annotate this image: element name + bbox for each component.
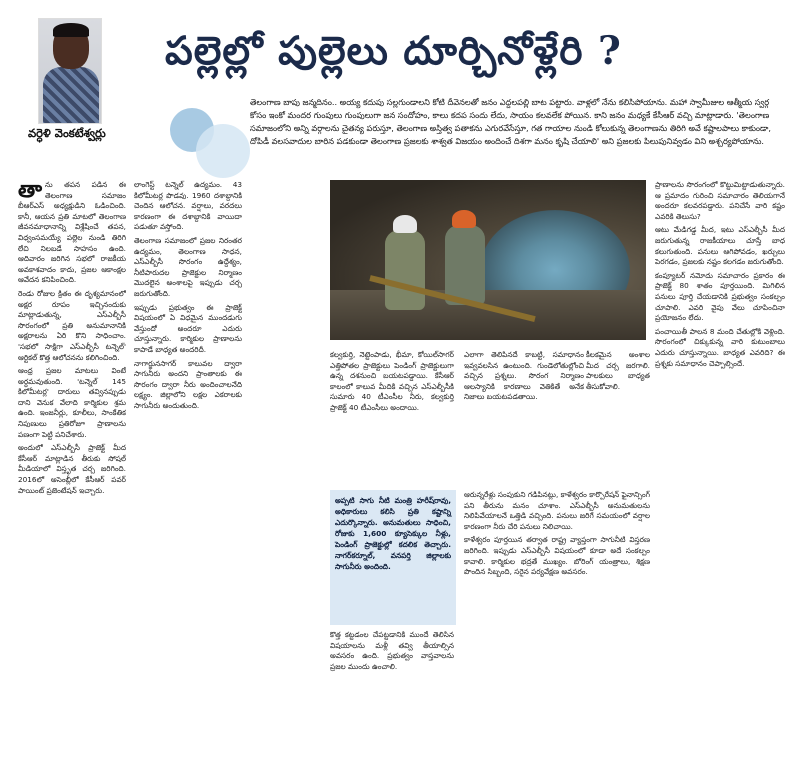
- paragraph: కల్వకుర్తి, నెట్టెంపాడు, భీమా, కోయిల్‌సాగర్ ఎత్తిపోతల ప్రాజెక్టులు పెండింగ్ ప్రాజెక్టులుగా ఉన్న దశనుంచి బయటపడ్డాయి. కేసీఆర్ కాలంలో కాలువ మీదికి వచ్చిన ఎస్ఎల్బీసీకి సుమారు 40 టీఎంసీల నీరు, కల్వకుర్తి ప్రాజెక్ట్ 40 టీఎంసీలు అందాయి.: [330, 350, 454, 412]
- article-column-4: [464, 350, 584, 485]
- paragraph: కాళేశ్వరం పూర్తయిన తర్వాత రాష్ట్ర వ్యాప్తంగా సాగునీటి విస్తరణ జరిగింది. ఇప్పుడు ఎస్ఎల్బీసీ విషయంలో కూడా అదే సంకల్పం కావాలి. కార్మికుల భద్రతే ముఖ్యం. బోరింగ్ యంత్రాలు, శిక్షణ పొందిన సిబ్బంది, సరైన పర్యవేక్షణ అవసరం.: [464, 535, 650, 577]
- white-helmet-icon: [393, 215, 417, 233]
- decorative-circle-icon: [196, 124, 250, 178]
- worker-figure: [445, 225, 485, 305]
- article-column-8: [655, 180, 785, 765]
- article-column-7: [464, 490, 650, 770]
- paragraph: లాంగెస్ట్ టన్నెల్ ఉద్యమం. 43 కిలోమీటర్ల పొడవు. 1960 దశాబ్దానికి చెందిన ఆలోచన. వర్షాలు, వరదలు కారణంగా ఈ దశాబ్దానికి వాయిదా పడుతూ వస్తోంది.: [134, 180, 242, 232]
- author-byline: వర్ధెళి వెంకటేశ్వర్లు: [28, 126, 106, 140]
- paragraph: రెండు రోజుల క్రితం ఈ దృశ్యమానంలో అక్షర రూపం ఇచ్చినందుకు మాట్లాడుతున్న, ఎస్ఎల్బీసీ సొరంగంలో ప్రతి అనుమానానికి అక్షరాలను ఏరి కొని సాధించాం. 'సభలో సాక్షిగా ఎస్ఎల్బీసీ టన్నెల్' ఆర్టికల్ కొత్త ఆలోచనను కలిగించింది.: [18, 288, 126, 362]
- article-column-2: [134, 180, 242, 765]
- author-hair: [53, 23, 89, 37]
- article-column-1: [18, 180, 126, 765]
- article-column-3: [330, 350, 454, 485]
- article-intro: తెలంగాణ బాపు జన్మదినం.. అయ్య కదుపు సల్లగుండాలని కోటి దీవెనలతో జనం ఎద్దలపల్లి బాట పట్టారు. వాళ్లలో నేను కలిసిపోయాను. మహా స్వామీజుల ఆత్మీయ స్వర్గ కోసం ఇంకో మందర గుంపులు గుంపులుగా జన సందోహం, కాలు కదప సందు లేదు, సాయం కలవలేక పోయిన. కాని జనం మధ్యకే కేసీఆర్ వచ్చి మాట్లాడారు. 'తెలంగాణ సమాజంలోని అన్ని వర్గాలను చైతన్య పరుస్తూ, తెలంగాణ అస్తిత్వ పతాకను ఎగురవేసేస్తూ, గత గాయాల నుండి కోలుకున్న తెలంగాణను తిరిగి అవే కష్టాలపాలు కాకుండా, దోపిడీ వలసవాదుల బారిన పడకుండా తెలంగాణ ప్రజలకు శాశ్వత విజయం అందించే దిశగా మనం కృషి చేయాలి' అని ప్రజలకు పిలుపునివ్వడం విని అశ్చర్యపోయాను.: [250, 97, 772, 146]
- paragraph: కీలకమైన అంశాల మీద చర్చ జరగాలి. పాలకులు బాధ్యత తీసుకోవాలి.: [586, 350, 650, 391]
- author-photo: [38, 18, 102, 124]
- paragraph: ఆంధ్ర ప్రజల మాటలు వింటే అర్థమవుతుంది. 'టన్నెల్ 145 కిలోమీటర్ల' దారులు తవ్వినప్పుడు దాని వెనుక వేలాది కార్మికుల శ్రమ ఉంది. ఇంజనీర్లు, కూలీలు, సాంకేతిక నిపుణులు ప్రతిరోజూ ప్రాణాలను పణంగా పెట్టి పనిచేశారు.: [18, 366, 126, 439]
- paragraph: ప్రాణాలను సొరంగంలో కొట్టుమిట్టాడుతున్నారు. ఆ ప్రమాదం గురించి సమాచారం తెలియగానే అందరూ కలవరపడ్డారు. పనిచేసే వారి కష్టం ఎవరికి తెలుసు?: [655, 180, 785, 221]
- paragraph: కొత్త కట్టడంల చేపట్టడానికి ముందే తెలిసిన విషయాలను మళ్లీ తవ్వి తీయాల్సిన అవసరం ఉంది. ప్రభుత్వం వాస్తవాలను ప్రజల ముందు ఉంచాలి.: [330, 630, 454, 671]
- paragraph: తెలంగాణ సమాజంలో ప్రజల నిరంతర ఉద్యమం, తెలంగాణ సాధన, ఎస్ఎల్బీసీ సొరంగం ఉద్దేశ్యం, నీటిపారుదల ప్రాజెక్టుల నిర్మాణం మొదలైన అంశాలపై ఇప్పుడు చర్చ జరుగుతోంది.: [134, 235, 242, 298]
- author-shirt: [43, 67, 99, 124]
- paragraph: ఇప్పుడు ప్రభుత్వం ఈ ప్రాజెక్ట్ విషయంలో ఏ విధమైన ముందడుగు వేస్తుందో అందరూ ఎదురు చూస్తున్నారు. కార్మికుల ప్రాణాలను కాపాడే బాధ్యత అందరిదీ.: [134, 302, 242, 354]
- paragraph: పంచాయితీ పాలన 8 మంది చేతుల్లోకి వెళ్లింది. సొరంగంలో చిక్కుకున్న వారి కుటుంబాలు ఎదురు చూస్తున్నాయి. బాధ్యత ఎవరిది? ఈ ప్రశ్నకు సమాధానం చెప్పాల్సిందే.: [655, 326, 785, 368]
- tunnel-floor: [330, 290, 646, 340]
- paragraph: ఆటు మేడిగడ్డ మీద, ఇటు ఎస్ఎల్బీసీ మీద జరుగుతున్న రాజకీయాలు చూస్తే బాధ కలుగుతుంది. పనులు ఆగిపోవడం, ఖర్చులు పెరగడం, ప్రజలకు నష్టం కలగడం జరుగుతోంది.: [655, 225, 785, 267]
- paragraph: అందులో ఎస్ఎల్బీసీ ప్రాజెక్ట్ మీద కేసీఆర్ మాట్లాడిన తీరుకు సోషల్ మీడియాలో విస్తృత చర్చ జరిగింది. 2016లో అసెంబ్లీలో కేసీఆర్ పవర్ పాయింట్ ప్రజెంటేషన్ ఇచ్చారు.: [18, 443, 126, 495]
- drop-cap: తా: [18, 180, 43, 203]
- paragraph: ఎలాగా తెలిపినదే కాబట్టి, సమాధానం ఇవ్వవలసిన ఉంటుంది. గుండెలోతుల్లోంచి వచ్చిన ప్రశ్నలు. సొరంగ నిర్మాణం ఆలస్యానికి కారణాలు వెతికితే అనేక నిజాలు బయటపడతాయి.: [464, 350, 584, 402]
- article-headline: పల్లెల్లో పుల్లెలు దూర్చినోళ్లేరి ?: [165, 28, 622, 74]
- paragraph: కంప్యూటర్ నమోదు సమాచారం ప్రకారం ఈ ప్రాజెక్ట్ 80 శాతం పూర్తయింది. మిగిలిన పనులు పూర్తి చేయడానికి ప్రభుత్వం సంకల్పం చూపాలి. ఎవరి వైపు వేలు చూపించినా ప్రయోజనం లేదు.: [655, 270, 785, 323]
- paragraph: నాగార్జునసాగర్ కాలువల ద్వారా సాగునీరు అందని ప్రాంతాలకు ఈ సొరంగం ద్వారా నీరు అందించాలనేది లక్ష్యం. జిల్లాలోని లక్షల ఎకరాలకు సాగునీరు అందుతుంది.: [134, 358, 242, 410]
- paragraph: ఆరున్నరేళ్లు సంపుకుని గడిపినట్లు, కాళేశ్వరం కార్పొరేషన్ ఫైనాన్సింగ్ పని తీరును మనం చూశాం. ఎస్ఎల్బీసీ అనుమతులను నిలిపివేయాలనే ఒత్తిడి వచ్చింది. పనులు జరిగే సమయంలో వర్షాల కారణంగా నీరు చేరి పనులు నిలిచాయి.: [464, 490, 650, 531]
- article-column-5: [586, 350, 650, 480]
- orange-helmet-icon: [452, 210, 476, 228]
- article-column-6: [330, 630, 454, 770]
- worker-figure: [385, 230, 425, 310]
- paragraph: ను తపన పడిన ఈ తెలంగాణ సమాజం బీఆర్ఎస్ అధ్యక్షుడిని ఓడించింది. కానీ, ఆయన ప్రతి మాటలో తెలంగాణ జీవనమాధానాన్ని విశ్లేషించే తపన, విధ్వంసమయ్యే పల్లెల నుండి తిరిగి లేచి నిలబడే సాహసం ఉంది. ఆదివారం జరిగిన సభలో రాజకీయ అవకాశవాదం కాదు, ప్రజల ఆకాంక్షల ఆవేదన కనిపించింది.: [18, 180, 126, 285]
- tunnel-workers-photo: [330, 180, 646, 340]
- pull-quote-box: అప్పటి సాగు నీటి మంత్రి హరీష్‌రావు, అధికారులు కలిసి ప్రతి కష్టాన్ని ఎదుర్కొన్నారు. అనుమతులు సాధించి, రోజుకు 1,600 క్యూసెక్కుల నీళ్లు, పెండింగ్ ప్రాజెక్టుల్లో కదలిక తెచ్చారు. నాగర్‌కర్నూల్, వనపర్తి జిల్లాలకు సాగునీరు అందింది.: [330, 490, 456, 625]
